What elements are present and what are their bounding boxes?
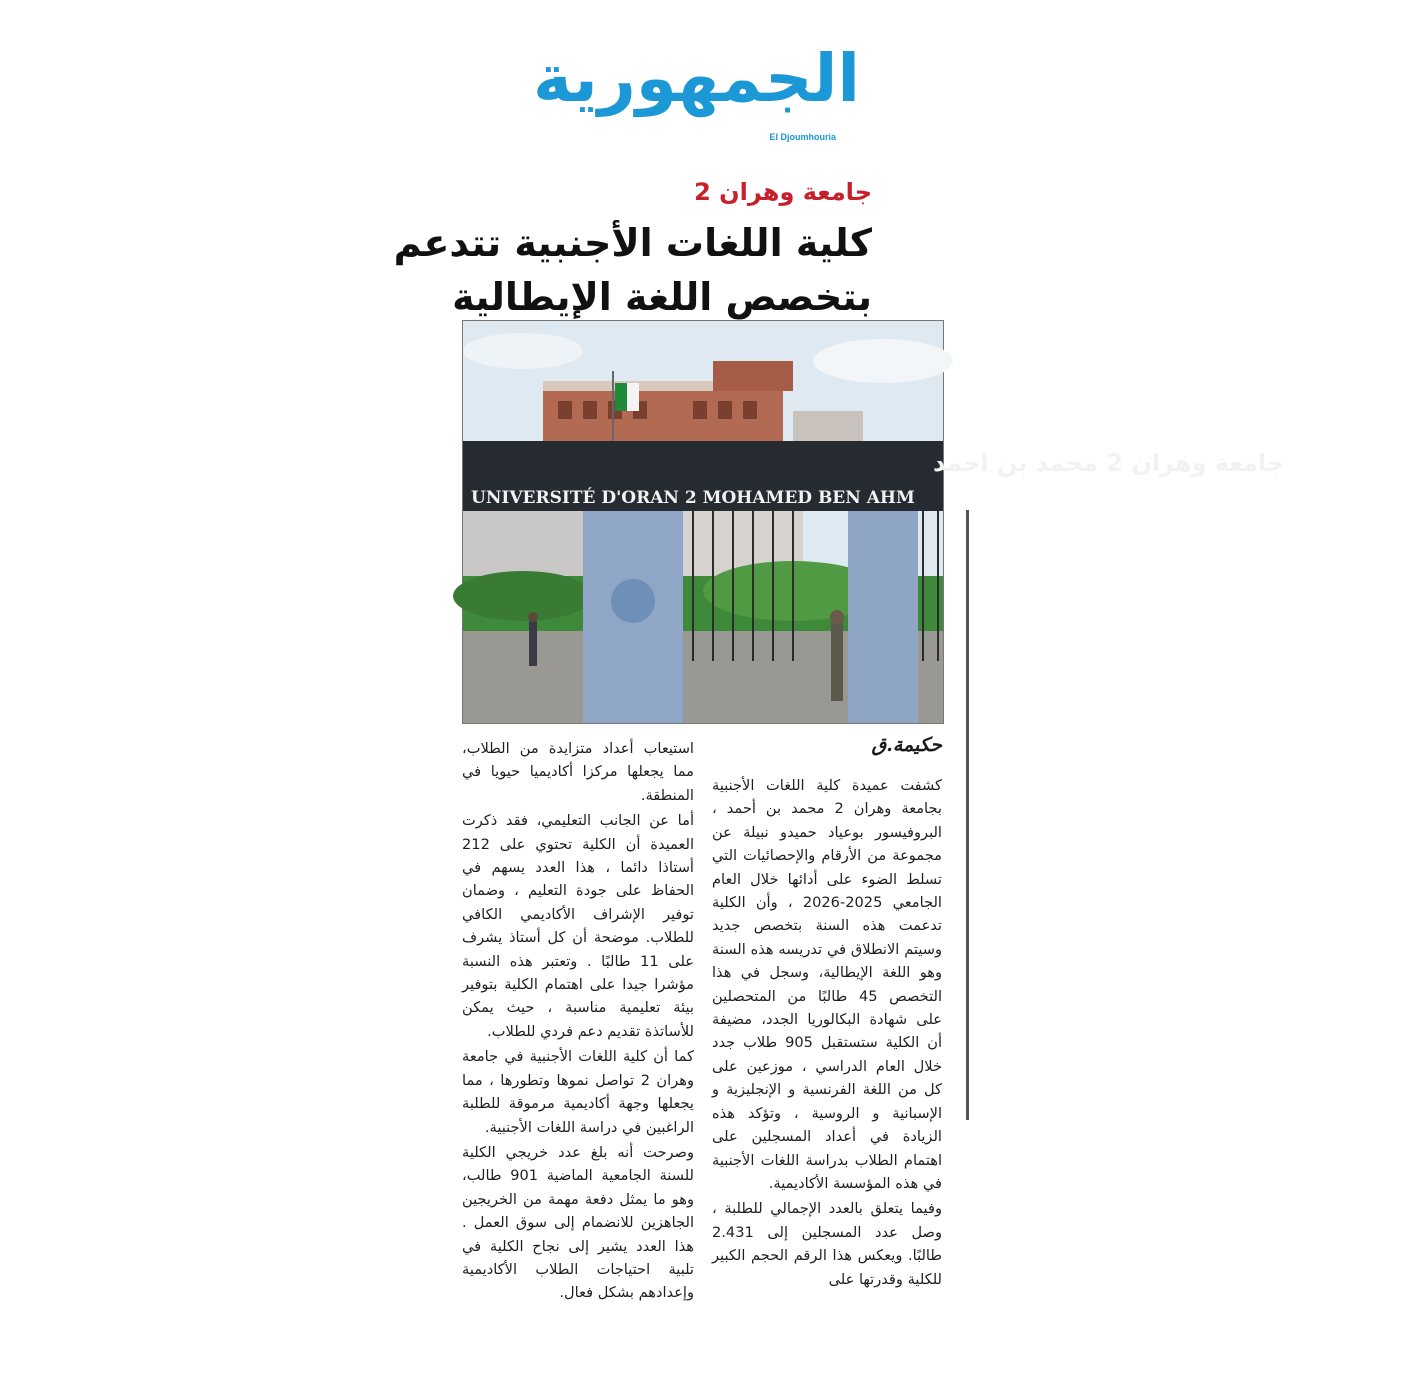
logo-latin: El Djoumhouria	[769, 132, 836, 142]
logo-arabic: الجمهورية	[533, 40, 860, 117]
article-headline	[393, 216, 872, 324]
paragraph: كما أن كلية اللغات الأجنبية في جامعة وهران 2 تواصل نموها وتطورها ، مما يجعلها وجهة أكاديمية مرموقة للطلبة الراغبين في دراسة اللغات الأجنبية.	[462, 1048, 694, 1136]
sign-arabic-text: جامعة وهران 2 محمد بن احمد	[933, 449, 1285, 477]
headline-line-1: كلية اللغات الأجنبية تتدعم	[393, 221, 872, 265]
article-column-left	[462, 737, 694, 1305]
author-byline: حكيمة.ق	[871, 734, 942, 756]
sign-french-text: UNIVERSITÉ D'ORAN 2 MOHAMED BEN AHM	[471, 488, 915, 508]
article-kicker: جامعة وهران 2	[694, 178, 872, 206]
headline-line-2: بتخصص اللغة الإيطالية	[452, 275, 872, 319]
adjacent-article-divider	[966, 510, 969, 1120]
university-gate-photo	[462, 320, 1285, 724]
article-column-right	[712, 774, 942, 1291]
paragraph: استيعاب أعداد متزايدة من الطلاب، مما يجعلها مركزا أكاديميا حيويا في المنطقة.	[462, 740, 694, 804]
paragraph: وصرحت أنه بلغ عدد خريجي الكلية للسنة الجامعية الماضية 901 طالب، وهو ما يمثل دفعة مهمة من الخريجين الجاهزين للانضمام إلى سوق العمل . هذا العدد يشير إلى نجاح الكلية في تلبية احتياجات الطلاب الأكاديمية وإعدادهم بشكل فعال.	[462, 1143, 694, 1302]
paragraph: كشفت عميدة كلية اللغات الأجنبية بجامعة وهران 2 محمد بن أحمد ، البروفيسور بوعياد حميدو نبيلة عن مجموعة من الأرقام والإحصائيات التي تسلط الضوء على أدائها خلال العام الجامعي 2025-2026 ، وأن الكلية تدعمت هذه السنة بتخصص جديد وسيتم الانطلاق في تدريسه هذه السنة وهو اللغة الإيطالية، وسجل في هذا التخصص 45 طالبًا من المتحصلين على شهادة البكالوريا الجدد، مضيفة أن الكلية ستستقبل 905 طلاب جدد خلال العام الدراسي ، موزعين على كل من اللغة الفرنسية و الإنجليزية و الإسبانية و الروسية ، وتؤكد هذه الزيادة في أعداد المسجلين على اهتمام الطلاب بدراسة اللغات الأجنبية في هذه المؤسسة الأكاديمية.	[712, 777, 943, 1192]
paragraph: أما عن الجانب التعليمي، فقد ذكرت العميدة أن الكلية تحتوي على 212 أستاذا دائما ، هذا العدد يسهم في الحفاظ على جودة التعليم ، وضمان توفير الإشراف الأكاديمي الكافي للطلاب. موضحة أن كل أستاذ يشرف على 11 طالبًا . وتعتبر هذه النسبة مؤشرا جيدا على اهتمام الكلية بتوفير بيئة تعليمية مناسبة ، حيث يمكن للأساتذة تقديم دعم فردي للطلاب.	[462, 812, 694, 1040]
paragraph: وفيما يتعلق بالعدد الإجمالي للطلبة ، وصل عدد المسجلين إلى 2.431 طالبًا. ويعكس هذا الرقم الحجم الكبير للكلية وقدرتها على	[712, 1200, 942, 1288]
newspaper-logo	[533, 40, 870, 150]
